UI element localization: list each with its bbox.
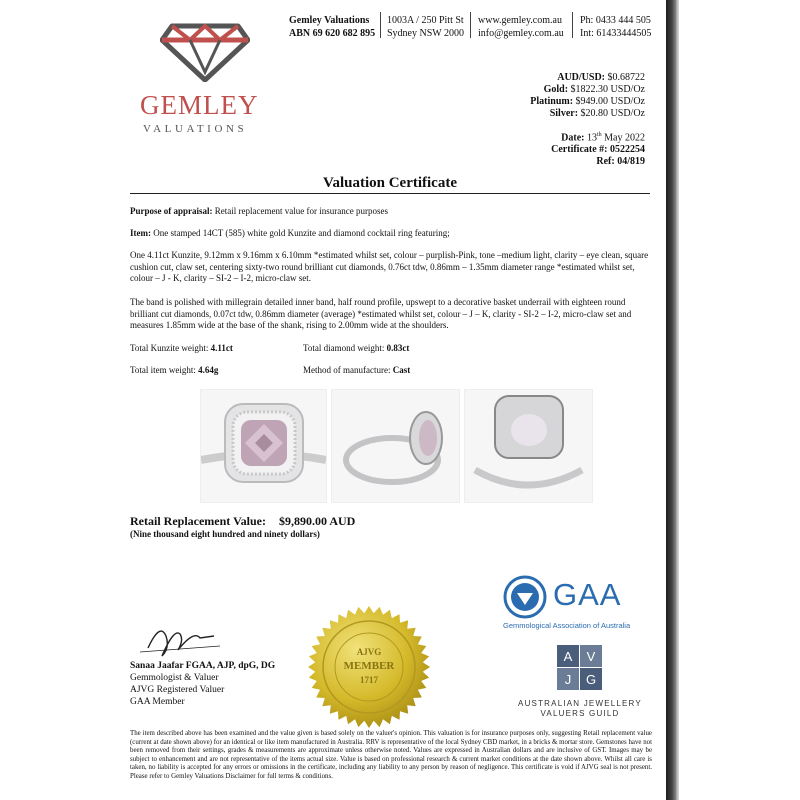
- header-phone: [580, 14, 651, 40]
- certificate-meta: [425, 129, 645, 168]
- gaa-logo: [503, 575, 653, 635]
- document-title: Valuation Certificate: [322, 175, 457, 191]
- header-divider: [470, 12, 471, 38]
- method-label: Method of manufacture:: [303, 365, 391, 375]
- silver-value: $20.80 USD/Oz: [580, 108, 645, 119]
- disclaimer: The item described above has been examined and the value given is based solely on the valuer's opinion. This valuation is for insurance purposes only, suggesting Retail replacement value (current at date shown above) for an identical or like item manufactured in Australia. RRV is representative of the local Sydney CBD market, in a bricks & mortar store. Gemstones have not been removed from their settings, grades & measurements are approximate unless otherwise noted. Values are expressed in Australian dollars and are inclusive of GST. Images may be subject to enhancement and are not representative of the items actual size. Value is based on professional research & current market conditions at the date shown above. Whilst all care is taken, no liability is accepted for any errors or omissions in the certificate, including any liability to any person by reason of negligence. This certificate is void if AJVG seal is not present. Please refer to Gemley Valuations Disclaimer for full terms & conditions.: [130, 730, 652, 780]
- title-rule: [130, 193, 650, 194]
- spec-kunzite-weight: [130, 343, 233, 355]
- retail-value-label: Retail Replacement Value:: [130, 514, 266, 528]
- retail-value-words: (Nine thousand eight hundred and ninety dollars): [130, 529, 320, 539]
- email-link[interactable]: info@gemley.com.au: [478, 28, 564, 39]
- binder-edge: [666, 0, 676, 800]
- metal-rates: [425, 72, 645, 120]
- description-band: The band is polished with millegrain detailed inner band, half round profile, upswept to a decorative basket underrail with eighteen round brilliant cut diamonds, 0.07ct tdw, 0.86mm diameter (average) *estimated whilst set, colour – J – K, clarity - SI-2 – I-2, micro-claw set and measures 1.85mm wide at the base of the shank, rising to 2.00mm wide at the shoulders.: [130, 297, 632, 330]
- ring-photo-side: [331, 389, 460, 503]
- ajvg-letter-j: J: [557, 668, 579, 690]
- aud-usd-value: $0.68722: [607, 72, 645, 83]
- retail-value-line: [130, 514, 355, 529]
- gem-icon: [160, 22, 250, 82]
- header-company: [289, 14, 375, 40]
- item-weight-value: 4.64g: [198, 365, 219, 375]
- valuer-role-2: AJVG Registered Valuer: [130, 685, 225, 695]
- valuer-name: Sanaa Jaafar FGAA, AJP, dpG, DG: [130, 661, 276, 671]
- ajvg-line-2: VALUERS GUILD: [540, 709, 620, 718]
- header-address: [387, 14, 464, 40]
- platinum-value: $949.00 USD/Oz: [575, 96, 645, 107]
- purpose-text: Retail replacement value for insurance purposes: [214, 206, 388, 216]
- ring-photo-back: [464, 389, 593, 503]
- ring-photo-top: [200, 389, 327, 503]
- aud-usd-label: AUD/USD:: [557, 72, 605, 83]
- platinum-label: Platinum:: [530, 96, 574, 107]
- date-day: 13: [586, 132, 597, 144]
- diamond-weight-value: 0.83ct: [386, 343, 410, 353]
- ajvg-letter-v: V: [580, 645, 602, 667]
- spec-item-weight: [130, 365, 218, 377]
- item-label: Item:: [130, 228, 151, 238]
- ajvg-line-1: AUSTRALIAN JEWELLERY: [518, 699, 642, 708]
- description-stone: One 4.11ct Kunzite, 9.12mm x 9.16mm x 6.10mm *estimated whilst set, colour – purplish-Pink, tone –medium light, clarity – eye clean, square cushion cut, claw set, centering sixty-two round brilliant cut diamonds, 0.76ct tdw, 0.86mm – 1.35mm diameter range *estimated whilst set, colour – J - K, clarity – SI-2 – I-2, micro-claw set.: [130, 250, 649, 283]
- valuer-details: [130, 660, 275, 708]
- ref-label: Ref:: [596, 156, 615, 168]
- item-weight-label: Total item weight:: [130, 365, 196, 375]
- certificate-label: Certificate #:: [551, 144, 608, 156]
- date-label: Date:: [561, 132, 585, 144]
- certificate-number: 0522254: [610, 144, 645, 156]
- item-line: [130, 228, 650, 240]
- seal-line-3: 1717: [360, 675, 378, 685]
- retail-value-amount: $9,890.00 AUD: [278, 514, 356, 528]
- ajvg-name: [510, 699, 650, 719]
- seal-line-1: AJVG: [356, 647, 382, 657]
- spec-method: [303, 365, 410, 377]
- ajvg-letter-g: G: [580, 668, 602, 690]
- valuer-signature: [140, 618, 220, 662]
- valuer-role-1: Gemmologist & Valuer: [130, 673, 219, 683]
- purpose-label: Purpose of appraisal:: [130, 206, 213, 216]
- gaa-emblem-icon: [503, 575, 547, 619]
- valuer-role-3: GAA Member: [130, 697, 185, 707]
- diamond-weight-label: Total diamond weight:: [303, 343, 385, 353]
- ref-number: 04/819: [617, 156, 645, 168]
- gaa-fullname: Gemmological Association of Australia: [503, 621, 631, 630]
- address-line-2: Sydney NSW 2000: [387, 28, 465, 39]
- company-name: Gemley Valuations: [289, 15, 370, 26]
- logo-subtitle: VALUATIONS: [143, 123, 248, 135]
- header-web: [478, 14, 564, 40]
- date-month-year: May 2022: [604, 132, 645, 144]
- item-text: One stamped 14CT (585) white gold Kunzite and diamond cocktail ring featuring;: [153, 228, 450, 238]
- method-value: Cast: [392, 365, 411, 375]
- company-abn: ABN 69 620 682 895: [289, 28, 376, 39]
- header-divider: [572, 12, 573, 38]
- website-link[interactable]: www.gemley.com.au: [478, 15, 562, 26]
- kunzite-weight-label: Total Kunzite weight:: [130, 343, 209, 353]
- date-suffix: th: [596, 132, 602, 138]
- seal-line-2: MEMBER: [343, 660, 395, 672]
- intl-phone-number: Int: 61433444505: [580, 28, 652, 39]
- address-line-1: 1003A / 250 Pitt St: [387, 15, 464, 26]
- kunzite-weight-value: 4.11ct: [210, 343, 233, 353]
- purpose-line: [130, 206, 650, 218]
- gemley-logo: [140, 22, 270, 142]
- silver-label: Silver:: [549, 108, 579, 119]
- gaa-wordmark: GAA: [553, 577, 622, 612]
- gold-label: Gold:: [543, 84, 569, 95]
- phone-number: Ph: 0433 444 505: [580, 15, 651, 26]
- gold-value: $1822.30 USD/Oz: [570, 84, 645, 95]
- spec-diamond-weight: [303, 343, 409, 355]
- ajvg-logo: [510, 645, 650, 725]
- ajvg-letter-a: A: [557, 645, 579, 667]
- ajvg-seal: [306, 604, 432, 730]
- logo-wordmark: GEMLEY: [140, 90, 259, 120]
- header-divider: [380, 12, 381, 38]
